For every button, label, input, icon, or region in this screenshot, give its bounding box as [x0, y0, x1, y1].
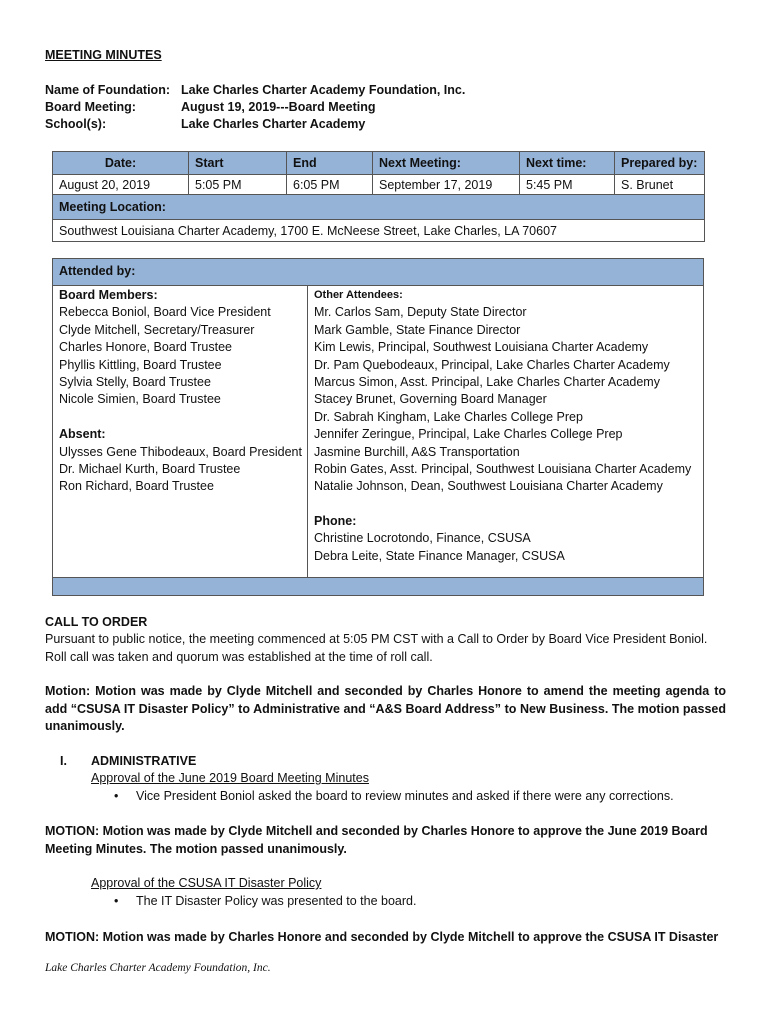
other-attendee: Natalie Johnson, Dean, Southwest Louisiana Charter Academy: [314, 479, 663, 494]
attendance-divider: [307, 285, 308, 579]
board-member: Clyde Mitchell, Secretary/Treasurer: [59, 322, 255, 337]
other-attendee: Jennifer Zeringue, Principal, Lake Charles College Prep: [314, 427, 623, 442]
foundation-value: Lake Charles Charter Academy Foundation, Inc.: [181, 83, 466, 97]
absent-member: Ulysses Gene Thibodeaux, Board President: [59, 444, 302, 459]
board-meeting-label: Board Meeting:: [45, 100, 136, 114]
other-attendees-label: Other Attendees:: [314, 289, 403, 301]
board-member: Sylvia Stelly, Board Trustee: [59, 374, 211, 389]
location-header-row: [53, 195, 705, 220]
other-attendee: Marcus Simon, Asst. Principal, Lake Charles Charter Academy: [314, 374, 660, 389]
other-attendee: Kim Lewis, Principal, Southwest Louisiana Charter Academy: [314, 340, 649, 355]
board-member: Rebecca Boniol, Board Vice President: [59, 305, 271, 320]
page-footer: Lake Charles Charter Academy Foundation, Inc.: [45, 962, 271, 974]
section-title: ADMINISTRATIVE: [91, 754, 197, 768]
it-policy-motion: MOTION: Motion was made by Charles Honore and seconded by Clyde Mitchell to approve the CSUSA IT Disaster: [45, 930, 719, 944]
date-header: Date:: [53, 152, 189, 175]
end-value: 6:05 PM: [287, 175, 373, 195]
absent-member: Dr. Michael Kurth, Board Trustee: [59, 461, 241, 476]
school-value: Lake Charles Charter Academy: [181, 117, 366, 131]
bullet-glyph: •: [114, 789, 119, 803]
location-value: Southwest Louisiana Charter Academy, 1700 E. McNeese Street, Lake Charles, LA 70607: [53, 220, 705, 242]
board-meeting-value: August 19, 2019---Board Meeting: [181, 100, 376, 114]
other-attendee: Stacey Brunet, Governing Board Manager: [314, 392, 547, 407]
location-label: Meeting Location:: [53, 195, 705, 220]
school-label: School(s):: [45, 117, 107, 131]
attendance-box: [52, 258, 704, 596]
board-members-column: [59, 287, 305, 496]
info-value-row: [53, 175, 705, 195]
minutes-approval-heading: Approval of the June 2019 Board Meeting Minutes: [91, 771, 369, 785]
agenda-motion: Motion: Motion was made by Clyde Mitchell and seconded by Charles Honore to amend the meeting agenda to add “CSUSA IT Disaster Policy” to Administrative and “A&S Board Address” to New Business. The motion passed unanimously.: [45, 684, 726, 733]
it-policy-bullet: The IT Disaster Policy was presented to the board.: [136, 894, 417, 908]
other-attendee: Mark Gamble, State Finance Director: [314, 322, 521, 337]
board-member: Charles Honore, Board Trustee: [59, 340, 233, 355]
next-meeting-value: September 17, 2019: [373, 175, 520, 195]
board-member: Nicole Simien, Board Trustee: [59, 392, 221, 407]
other-attendee: Mr. Carlos Sam, Deputy State Director: [314, 305, 527, 320]
phone-attendee: Christine Locrotondo, Finance, CSUSA: [314, 531, 531, 546]
start-value: 5:05 PM: [189, 175, 287, 195]
attendance-footer-bar: [53, 577, 703, 595]
attendance-heading: Attended by:: [59, 264, 136, 278]
minutes-approval-motion: MOTION: Motion was made by Clyde Mitchell and seconded by Charles Honore to approve the June 2019 Board Meeting Minutes. The motion passed unanimously.: [45, 824, 708, 856]
phone-attendee: Debra Leite, State Finance Manager, CSUSA: [314, 548, 565, 563]
location-value-row: [53, 220, 705, 242]
other-attendee: Jasmine Burchill, A&S Transportation: [314, 444, 520, 459]
absent-member: Ron Richard, Board Trustee: [59, 479, 214, 494]
call-to-order-heading: CALL TO ORDER: [45, 615, 148, 629]
start-header: Start: [189, 152, 287, 175]
page-title: MEETING MINUTES: [45, 48, 162, 62]
minutes-approval-bullet: Vice President Boniol asked the board to review minutes and asked if there were any corrections.: [136, 789, 674, 803]
board-member: Phyllis Kittling, Board Trustee: [59, 357, 222, 372]
other-attendee: Dr. Sabrah Kingham, Lake Charles College Prep: [314, 409, 583, 424]
prepared-by-header: Prepared by:: [615, 152, 705, 175]
absent-label: Absent:: [59, 427, 106, 442]
phone-label: Phone:: [314, 514, 357, 529]
end-header: End: [287, 152, 373, 175]
call-to-order-text: Pursuant to public notice, the meeting commenced at 5:05 PM CST with a Call to Order by Board Vice President Boniol. Roll call was taken and quorum was established at the time of roll call.: [45, 632, 708, 664]
next-meeting-header: Next Meeting:: [373, 152, 520, 175]
prepared-by-value: S. Brunet: [615, 175, 705, 195]
bullet-glyph: •: [114, 894, 119, 908]
next-time-header: Next time:: [520, 152, 615, 175]
foundation-label: Name of Foundation:: [45, 83, 170, 97]
other-attendees-column: [314, 287, 699, 565]
next-time-value: 5:45 PM: [520, 175, 615, 195]
section-numeral: I.: [60, 754, 67, 768]
other-attendee: Robin Gates, Asst. Principal, Southwest Louisiana Charter Academy: [314, 461, 692, 476]
attendance-header: [53, 259, 703, 286]
info-header-row: [53, 152, 705, 175]
meeting-info-table: [52, 151, 705, 242]
it-policy-heading: Approval of the CSUSA IT Disaster Policy: [91, 876, 322, 890]
other-attendee: Dr. Pam Quebodeaux, Principal, Lake Charles Charter Academy: [314, 357, 670, 372]
board-members-label: Board Members:: [59, 288, 158, 302]
date-value: August 20, 2019: [53, 175, 189, 195]
